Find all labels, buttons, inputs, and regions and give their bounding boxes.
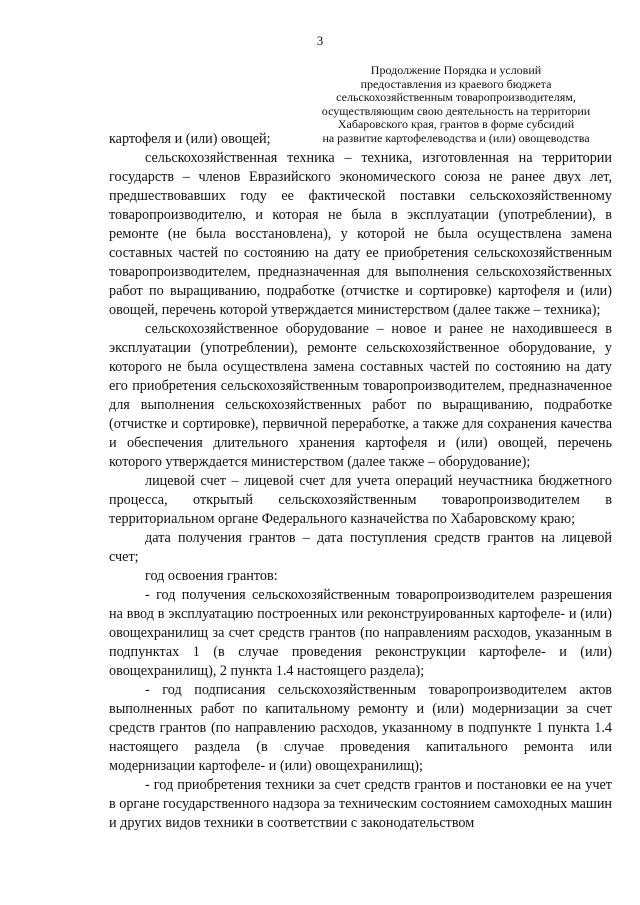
header-line: на развитие картофелеводства и (или) овощеводства <box>322 130 590 145</box>
header-line: предоставления из краевого бюджета <box>360 76 552 91</box>
header-line: сельскохозяйственным товаропроизводителям, <box>336 90 576 104</box>
paragraph-list-item: - год приобретения техники за счет средств грантов и постановки ее на учет в органе государственного надзора за техническим состоянием самоходных машин и других видов техники в соответствии с законодательством <box>109 777 612 831</box>
header-line: Хабаровского края, грантов в форме субсидий <box>337 117 575 131</box>
paragraph-list-item: - год получения сельскохозяйственным товаропроизводителем разрешения на ввод в эксплуатацию построенных или реконструированных картофеле- и (или) овощехранилищ за счет средств грантов (по направлениям расходов, указанным в подпунктах 1 (в случае проведения реконструкции картофеле- и (или) овощехранилищ), 2 пункта 1.4 настоящего раздела); <box>109 587 612 679</box>
paragraph-definition-equipment: сельскохозяйственное оборудование – новое и ранее не находившееся в эксплуатации (употреблении), ремонте сельскохозяйственное оборудование, у которого не была осуществлена замена составных частей по состоянию на дату его приобретения сельскохозяйственным товаропроизводителем, предназначенное для выполнения сельскохозяйственных работ по выращиванию, подработке (отчистке и сортировке), первичной переработке, а также для сохранения качества и обеспечения длительного хранения картофеля и (или) овощей, перечень которого утверждается министерством (далее также – оборудование); <box>109 321 612 470</box>
paragraph-definition-grant-date: дата получения грантов – дата поступления средств грантов на лицевой счет; <box>109 530 612 565</box>
document-body <box>109 130 612 833</box>
header-line: Продолжение Порядка и условий <box>370 63 542 77</box>
paragraph: картофеля и (или) овощей; <box>109 131 271 147</box>
paragraph-list-item: - год подписания сельскохозяйственным товаропроизводителем актов выполненных работ по капитальному ремонту и (или) модернизации за счет средств грантов (по направлению расходов, указанному в подпункте 1 пункта 1.4 настоящего раздела (в случае проведения капитального ремонта или модернизации картофеле- и (или) овощехранилищ); <box>109 682 612 774</box>
page-number: 3 <box>316 33 324 48</box>
header-line: осуществляющим свою деятельность на территории <box>321 103 591 118</box>
paragraph-definition-account: лицевой счет – лицевой счет для учета операций неучастника бюджетного процесса, открытый сельскохозяйственным товаропроизводителем в территориальном органе Федерального казначейства по Хабаровскому краю; <box>109 473 612 527</box>
paragraph-definition-grant-year: год освоения грантов: <box>145 568 278 584</box>
paragraph-definition-technique: сельскохозяйственная техника – техника, изготовленная на территории государств – членов Евразийского экономического союза не ранее двух лет, предшествовавших году ее фактической поставки сельскохозяйственному товаропроизводителю, и которая не была в эксплуатации (употреблении), в ремонте (не была восстановлена), у которой не была осуществлена замена составных частей по состоянию на дату ее приобретения сельскохозяйственным товаропроизводителем, предназначенная для выполнения сельскохозяйственных работ по выращиванию, подработке (отчистке и сортировке) картофеля и (или) овощей, перечень которой утверждается министерством (далее также – техника); <box>109 150 612 318</box>
